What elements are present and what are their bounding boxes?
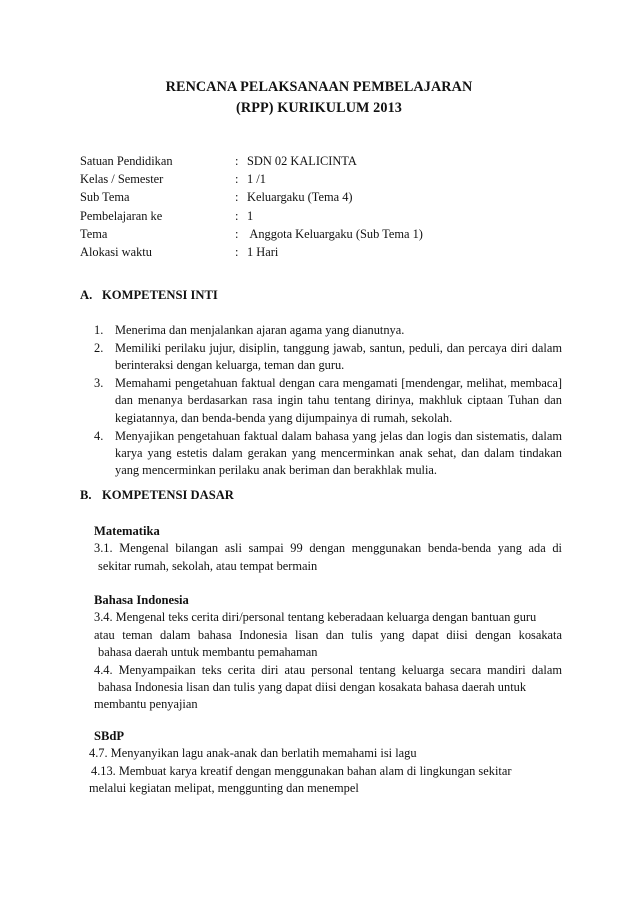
document-subtitle: (RPP) KURIKULUM 2013 <box>236 100 402 116</box>
competency-text: membantu penyajian <box>94 697 198 712</box>
section-title: KOMPETENSI INTI <box>102 288 218 302</box>
identity-value: Keluargaku (Tema 4) <box>247 190 353 205</box>
identity-value: SDN 02 KALICINTA <box>247 154 357 168</box>
document-title: RENCANA PELAKSANAAN PEMBELAJARAN <box>165 79 473 95</box>
competency-text: bahasa daerah untuk membantu pemahaman <box>98 645 318 660</box>
competency-text: 3.1. Mengenal bilangan asli sampai 99 dengan menggunakan benda-benda yang ada di <box>94 541 562 556</box>
identity-colon: : <box>235 208 239 223</box>
sbdp-block <box>89 728 557 798</box>
competency-text: sekitar rumah, sekolah, atau tempat bermain <box>98 558 318 573</box>
competency-text: bahasa Indonesia lisan dan tulis yang dapat diisi dengan kosakata bahasa daerah untuk <box>98 680 527 695</box>
section-title: KOMPETENSI DASAR <box>102 488 234 502</box>
section-letter: B. <box>80 488 92 502</box>
identity-label: Alokasi waktu <box>80 244 152 259</box>
bahasa-indonesia-block <box>94 592 562 714</box>
list-item <box>94 375 562 427</box>
matematika-block <box>94 523 562 575</box>
list-item <box>94 428 562 480</box>
competency-text: 4.7. Menyanyikan lagu anak-anak dan berlatih memahami isi lagu <box>89 746 417 761</box>
list-text: Memiliki perilaku jujur, disiplin, tanggung jawab, santun, peduli, dan percaya diri dalam berinteraksi dengan keluarga, teman dan guru. <box>115 340 562 373</box>
competency-text: atau teman dalam bahasa Indonesia lisan dan tulis yang dapat diisi dengan kosakata <box>94 627 562 642</box>
competency-text: melalui kegiatan melipat, menggunting dan menempel <box>89 781 359 796</box>
competency-text: 4.4. Menyampaikan teks cerita diri atau personal tentang keluarga secara mandiri dalam <box>94 662 562 677</box>
identity-value: 1 <box>247 208 254 223</box>
list-number: 2. <box>94 340 104 355</box>
identity-label: Tema <box>80 226 108 241</box>
identity-value: 1 Hari <box>247 244 279 259</box>
section-a-heading <box>80 288 218 303</box>
list-item <box>94 340 562 375</box>
competency-text: 4.13. Membuat karya kreatif dengan menggunakan bahan alam di lingkungan sekitar <box>91 763 512 778</box>
identity-label: Satuan Pendidikan <box>80 154 173 168</box>
identity-colon: : <box>235 190 239 205</box>
subject-title: SBdP <box>94 729 125 743</box>
competency-text: 3.4. Mengenal teks cerita diri/personal tentang keberadaan keluarga dengan bantuan guru <box>94 610 537 625</box>
kompetensi-inti-list <box>94 322 562 480</box>
subject-title: Bahasa Indonesia <box>94 593 189 607</box>
identity-label: Pembelajaran ke <box>80 208 163 223</box>
list-text: Menerima dan menjalankan ajaran agama yang dianutnya. <box>115 323 405 337</box>
list-item <box>94 322 562 339</box>
list-number: 1. <box>94 323 104 337</box>
identity-value: Anggota Keluargaku (Sub Tema 1) <box>247 226 423 241</box>
identity-label: Kelas / Semester <box>80 172 164 187</box>
identity-colon: : <box>235 172 239 187</box>
list-number: 3. <box>94 376 104 391</box>
list-text: Memahami pengetahuan faktual dengan cara mengamati [mendengar, melihat, membaca] dan menanya berdasarkan rasa ingin tahu tentang dirinya, makhluk ciptaan Tuhan dan kegiatannya, dan benda-benda yang dijumpainya di rumah, sekolah. <box>115 376 562 425</box>
identity-label: Sub Tema <box>80 190 130 205</box>
section-letter: A. <box>80 288 93 302</box>
list-number: 4. <box>94 428 104 443</box>
identity-colon: : <box>235 244 239 259</box>
identity-value: 1 /1 <box>247 172 266 187</box>
identity-colon: : <box>235 226 239 241</box>
list-text: Menyajikan pengetahuan faktual dalam bahasa yang jelas dan logis dan sistematis, dalam karya yang estetis dalam gerakan yang mencerminkan anak sehat, dan dalam tindakan yang mencerminkan perilaku anak beriman dan berakhlak mulia. <box>115 428 562 478</box>
section-b-heading <box>80 488 234 503</box>
subject-title: Matematika <box>94 524 160 538</box>
identity-colon: : <box>235 154 239 168</box>
